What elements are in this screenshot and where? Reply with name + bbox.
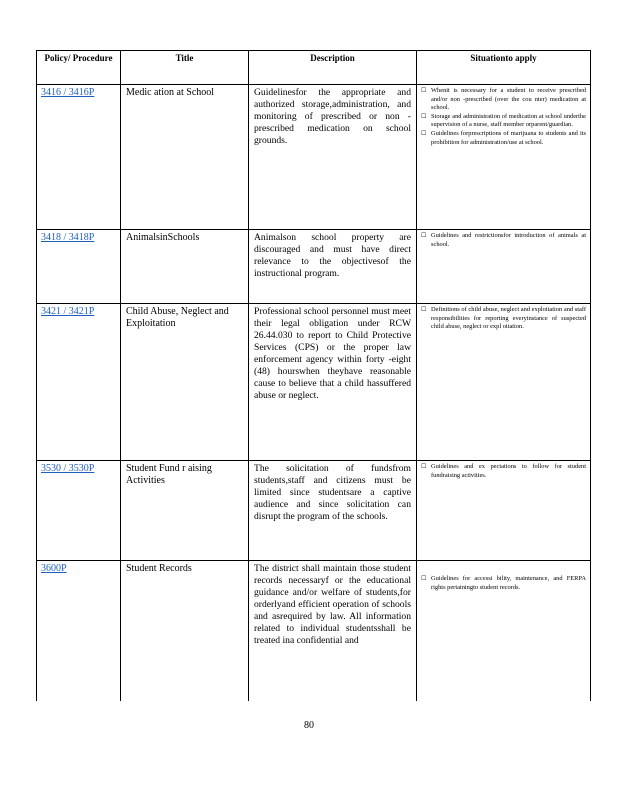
policy-description: The solicitation of fundsfrom students,staff and citizens must be limited since studentsare a captive audience and since solicitation can disrupt the program of the schools. bbox=[249, 461, 417, 561]
table-row bbox=[37, 85, 591, 230]
checkbox-bullet-icon: ☐ bbox=[421, 113, 427, 120]
policy-link[interactable]: 3421 / 3421P bbox=[41, 306, 95, 317]
header-description: Description bbox=[249, 51, 417, 85]
situation-item: ☐ Guidelines for accessi bility, maintenance, and FERPA rights pertainingto student records. bbox=[421, 575, 586, 591]
policy-situations bbox=[417, 230, 591, 304]
policy-description: The district shall maintain those student records necessaryf or the educational guidance and/or welfare of students,for orderlyand efficient operation of schools and asrequired by law. All information related to individual studentsshall be treated ina confidential and bbox=[249, 561, 417, 701]
policy-situations bbox=[417, 461, 591, 561]
policy-title: Child Abuse, Neglect and Exploitation bbox=[121, 304, 249, 461]
checkbox-bullet-icon: ☐ bbox=[421, 307, 427, 313]
checkbox-bullet-icon: ☐ bbox=[421, 130, 427, 137]
policy-title: AnimalsinSchools bbox=[121, 230, 249, 304]
table-header-row bbox=[37, 51, 591, 85]
checkbox-bullet-icon: ☐ bbox=[421, 576, 427, 582]
header-title: Title bbox=[121, 51, 249, 85]
table-row bbox=[37, 304, 591, 461]
header-policy: Policy/ Procedure bbox=[37, 51, 121, 85]
policy-description: Animalson school property are discouraged and must have direct relevance to the objectivesof the instructional program. bbox=[249, 230, 417, 304]
header-situation: Situationto apply bbox=[417, 51, 591, 85]
policy-description: Guidelinesfor the appropriate and authorized storage,administration, and monitoring of prescribed or non -prescribed medication on school grounds. bbox=[249, 85, 417, 230]
policy-title: Student Fund r aising Activities bbox=[121, 461, 249, 561]
checkbox-bullet-icon: ☐ bbox=[421, 233, 427, 239]
policy-description: Professional school personnel must meet their legal obligation under RCW 26.44.030 to report to Child Protective Services (CPS) or the proper law enforcement agency within forty -eight (48) hourswhen theyhave reasonable cause to believe that a child hassuffered abuse or neglect. bbox=[249, 304, 417, 461]
situation-item: ☐ Guidelines and ex pectations to follow for student fundraising activities. bbox=[421, 463, 586, 479]
table-row bbox=[37, 461, 591, 561]
policy-link[interactable]: 3530 / 3530P bbox=[41, 463, 95, 474]
page-number: 80 bbox=[304, 720, 314, 731]
policy-table bbox=[36, 50, 591, 701]
situation-item: ☐ Guidelines and restrictionsfor introduction of animals at school. bbox=[421, 232, 586, 248]
policy-title: Student Records bbox=[121, 561, 249, 701]
situation-item: ☐ Guidelines forprescriptions of marijuana to students and its prohibition for administration/use at school. bbox=[421, 129, 586, 146]
policy-situations bbox=[417, 561, 591, 701]
policy-situations bbox=[417, 304, 591, 461]
table-row bbox=[37, 561, 591, 701]
policy-link[interactable]: 3418 / 3418P bbox=[41, 232, 95, 243]
policy-link[interactable]: 3600P bbox=[41, 563, 67, 574]
checkbox-bullet-icon: ☐ bbox=[421, 464, 427, 470]
policy-link[interactable]: 3416 / 3416P bbox=[41, 87, 95, 98]
table-row bbox=[37, 230, 591, 304]
situation-item: ☐ Storage and administration of medication at school underthe supervision of a nurse, staff member orparent/guardian. bbox=[421, 112, 586, 129]
situation-item: ☐ Whenit is necessary for a student to receive prescribed and/or non -prescribed (over the cou nter) medication at school. bbox=[421, 87, 586, 112]
situation-item: ☐ Definitions of child abuse, neglect and exploitation and staff responsibilities for reporting everyinstance of suspected child abuse, neglect or expl oitation. bbox=[421, 306, 586, 331]
policy-situations bbox=[417, 85, 591, 230]
policy-title: Medic ation at School bbox=[121, 85, 249, 230]
checkbox-bullet-icon: ☐ bbox=[421, 88, 427, 94]
